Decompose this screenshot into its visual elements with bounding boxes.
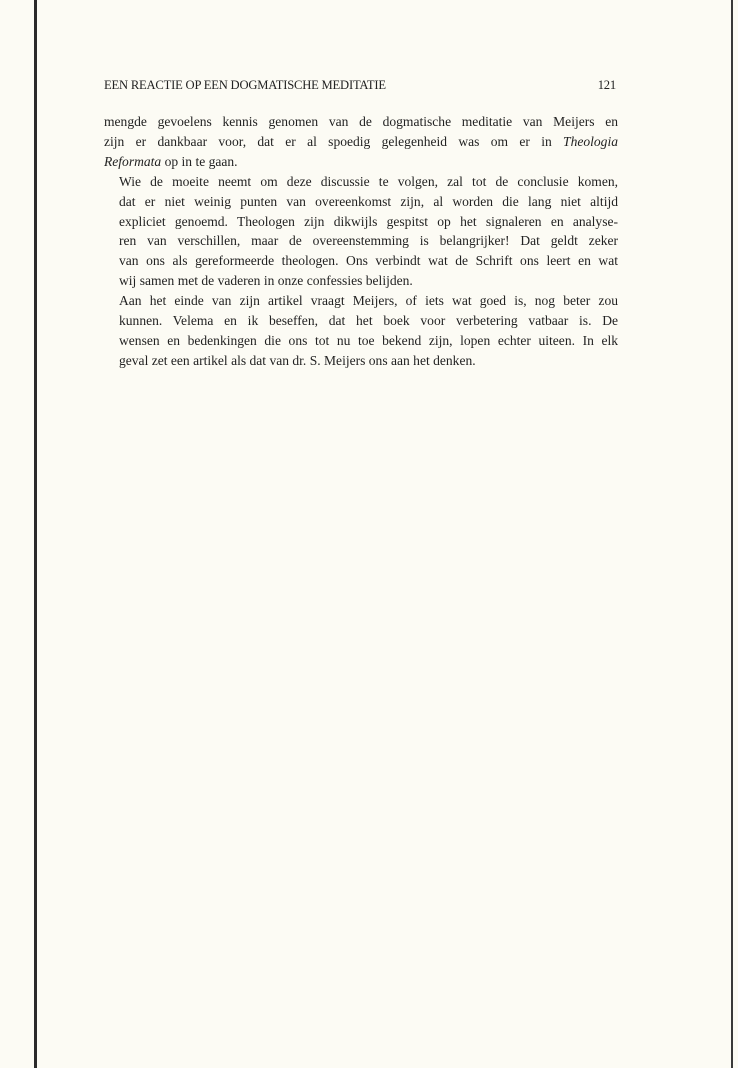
paragraph-2 <box>104 172 618 291</box>
paragraph-3 <box>104 291 618 371</box>
text-segment: zijn er dankbaar voor, dat er al spoedig gelegenheid was om er in <box>104 133 564 149</box>
paragraph-1 <box>104 112 618 172</box>
text-line: dat er niet weinig punten van overeenkomst zijn, al worden die lang niet altijd <box>119 193 618 209</box>
journal-name-part-1: Theologia <box>563 133 618 149</box>
running-title: EEN REACTIE OP EEN DOGMATISCHE MEDITATIE <box>104 78 386 92</box>
text-line: kunnen. Velema en ik beseffen, dat het boek voor verbetering vatbaar is. De <box>119 313 618 329</box>
text-line: Wie de moeite neemt om deze discussie te volgen, zal tot de conclusie komen, <box>119 173 618 189</box>
scan-left-edge <box>34 0 37 1068</box>
text-line: expliciet genoemd. Theologen zijn dikwijls gespitst op het signaleren en analyse- <box>119 213 618 229</box>
text-line: ren van verschillen, maar de overeenstemming is belangrijker! Dat geldt zeker <box>119 233 618 249</box>
body-text <box>104 112 618 371</box>
page-number: 121 <box>597 78 616 92</box>
scan-right-edge <box>731 0 733 1068</box>
text-line: geval zet een artikel als dat van dr. S. Meijers ons aan het denken. <box>119 352 476 368</box>
page-header <box>104 78 624 96</box>
text-segment: op in te gaan. <box>161 153 238 169</box>
text-line: wij samen met de vaderen in onze confessies belijden. <box>119 273 413 289</box>
text-line <box>104 152 618 172</box>
text-line: mengde gevoelens kennis genomen van de dogmatische meditatie van Meijers en <box>104 114 618 129</box>
journal-name-part-2: Reformata <box>104 153 162 169</box>
text-line: wensen en bedenkingen die ons tot nu toe bekend zijn, lopen echter uiteen. In elk <box>119 332 618 348</box>
text-line <box>104 132 618 152</box>
text-line: van ons als gereformeerde theologen. Ons verbindt wat de Schrift ons leert en wat <box>119 253 618 269</box>
text-line: Aan het einde van zijn artikel vraagt Meijers, of iets wat goed is, nog beter zou <box>119 293 618 309</box>
